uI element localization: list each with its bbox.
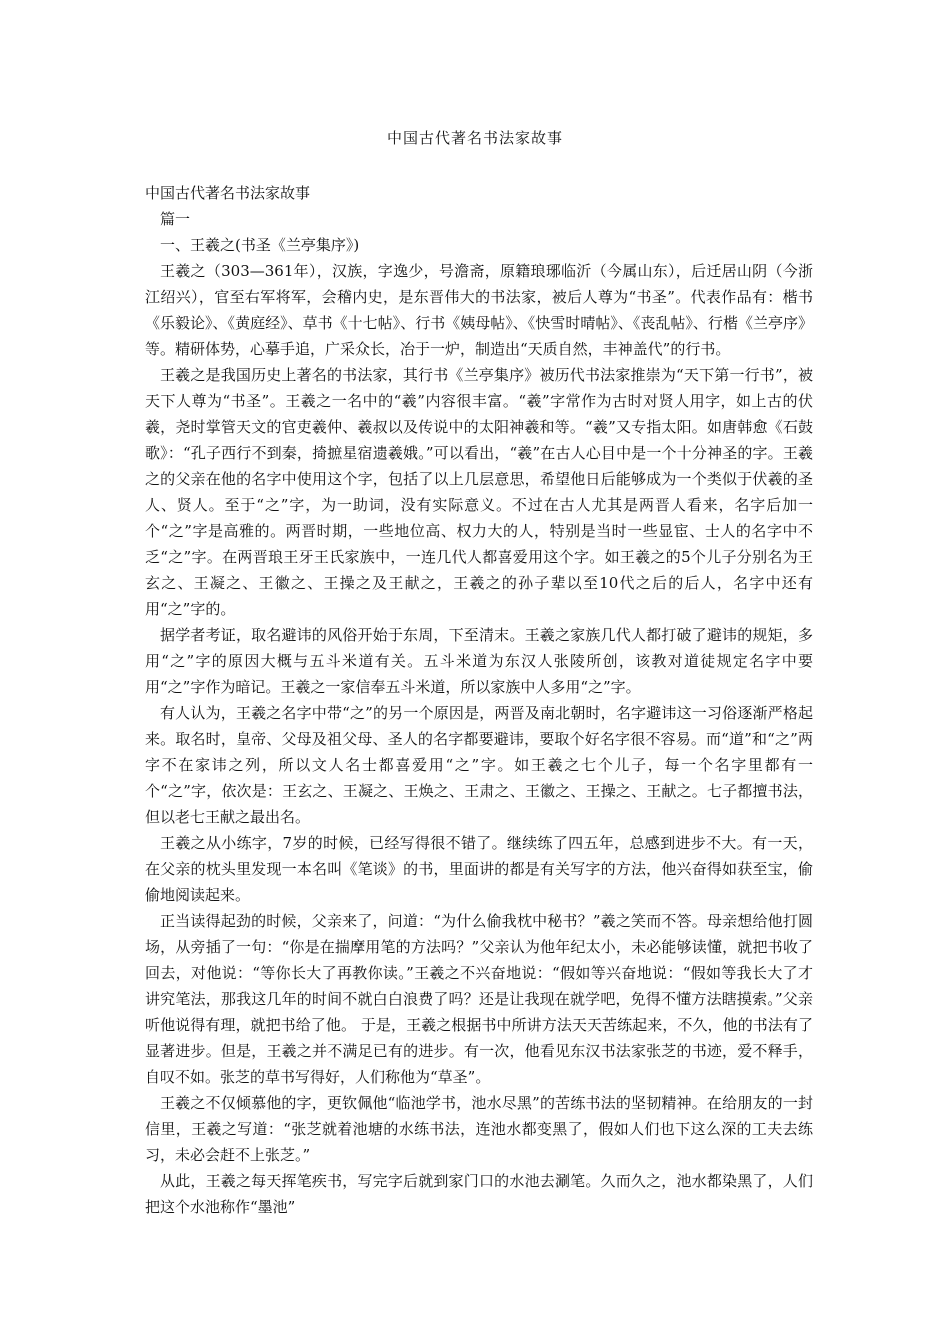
paragraph: 王羲之从小练字，7岁的时候，已经写得很不错了。继续练了四五年，总感到进步不大。有一天，在父亲的枕头里发现一本名叫《笔谈》的书，里面讲的都是有关写字的方法，他兴奋得如获至宝，偷偷地阅读起来。: [145, 834, 813, 904]
part-label: 篇一: [160, 210, 191, 228]
paragraph: 从此，王羲之每天挥笔疾书，写完字后就到家门口的水池去涮笔。久而久之，池水都染黑了，人们把这个水池称作“墨池”: [145, 1172, 813, 1216]
paragraph: 正当读得起劲的时候，父亲来了，问道：“为什么偷我枕中秘书？”羲之笑而不答。母亲想给他打圆场，从旁插了一句：“你是在揣摩用笔的方法吗？”父亲认为他年纪太小，未必能够读懂，就把书收了回去，对他说：“等你长大了再教你读。”王羲之不兴奋地说：“假如等兴奋地说：“假如等我长大了才讲究笔法，那我这几年的时间不就白白浪费了吗？还是让我现在就学吧，免得不懂方法瞎摸索。”父亲听他说得有理，就把书给了他。 于是，王羲之根据书中所讲方法天天苦练起来，不久，他的书法有了显著进步。但是，王羲之并不满足已有的进步。有一次，他看见东汉书法家张芝的书迹，爱不释手，自叹不如。张芝的草书写得好，人们称他为“草圣”。: [145, 912, 813, 1086]
page-title: 中国古代著名书法家故事: [386, 129, 563, 147]
paragraph: 王羲之不仅倾慕他的字，更钦佩他“临池学书，池水尽黑”的苦练书法的坚韧精神。在给朋友的一封信里，王羲之写道：“张芝就着池塘的水练书法，连池水都变黑了，假如人们也下这么深的工夫去练习，未必会赶不上张芝。”: [145, 1094, 813, 1164]
paragraph: 王羲之（303—361年），汉族，字逸少，号澹斋，原籍琅琊临沂（今属山东），后迁居山阴（今浙江绍兴），官至右军将军，会稽内史，是东晋伟大的书法家，被后人尊为“书圣”。代表作品有：楷书《乐毅论》、《黄庭经》、草书《十七帖》、行书《姨母帖》、《快雪时晴帖》、《丧乱帖》、行楷《兰亭序》等。精研体势，心摹手追，广采众长，冶于一炉，制造出“天质自然，丰神盖代”的行书。: [145, 262, 813, 358]
document-heading: 中国古代著名书法家故事: [145, 184, 311, 202]
paragraph: 王羲之是我国历史上著名的书法家，其行书《兰亭集序》被历代书法家推崇为“天下第一行书”，被天下人尊为“书圣”。王羲之一名中的“羲”内容很丰富。“羲”字常作为古时对贤人用字，如上古的伏羲，尧时掌管天文的官吏羲仲、羲叔以及传说中的太阳神羲和等。“羲”又专指太阳。如唐韩愈《石鼓歌》：“孔子西行不到秦，掎摭星宿遗羲娥。”可以看出，“羲”在古人心目中是一个十分神圣的字。王羲之的父亲在他的名字中使用这个字，包括了以上几层意思，希望他日后能够成为一个类似于伏羲的圣人、贤人。至于“之”字，为一助词，没有实际意义。不过在古人尤其是两晋人看来，名字后加一个“之”字是高雅的。两晋时期，一些地位高、权力大的人，特别是当时一些显宦、士人的名字中不乏“之”字。在两晋琅王牙王氏家族中，一连几代人都喜爱用这个字。如王羲之的5个儿子分别名为王玄之、王凝之、王徽之、王操之及王献之，王羲之的孙子辈以至10代之后的后人，名字中还有用“之”字的。: [145, 366, 813, 618]
paragraph: 据学者考证，取名避讳的风俗开始于东周，下至清末。王羲之家族几代人都打破了避讳的规矩，多用“之”字的原因大概与五斗米道有关。五斗米道为东汉人张陵所创，该教对道徒规定名字中要用“之”字作为暗记。王羲之一家信奉五斗米道，所以家族中人多用“之”字。: [145, 626, 813, 696]
document-body: [145, 180, 813, 1220]
paragraph: 有人认为，王羲之名字中带“之”的另一个原因是，两晋及南北朝时，名字避讳这一习俗逐渐严格起来。取名时，皇帝、父母及祖父母、圣人的名字都要避讳，要取个好名字很不容易。而“道”和“之”两字不在家讳之列，所以文人名士都喜爱用“之”字。如王羲之七个儿子，每一个名字里都有一个“之”字，依次是：王玄之、王凝之、王焕之、王肃之、王徽之、王操之、王献之。七子都擅书法，但以老七王献之最出名。: [145, 704, 813, 826]
section-heading: 一、王羲之(书圣《兰亭集序》): [160, 236, 360, 254]
